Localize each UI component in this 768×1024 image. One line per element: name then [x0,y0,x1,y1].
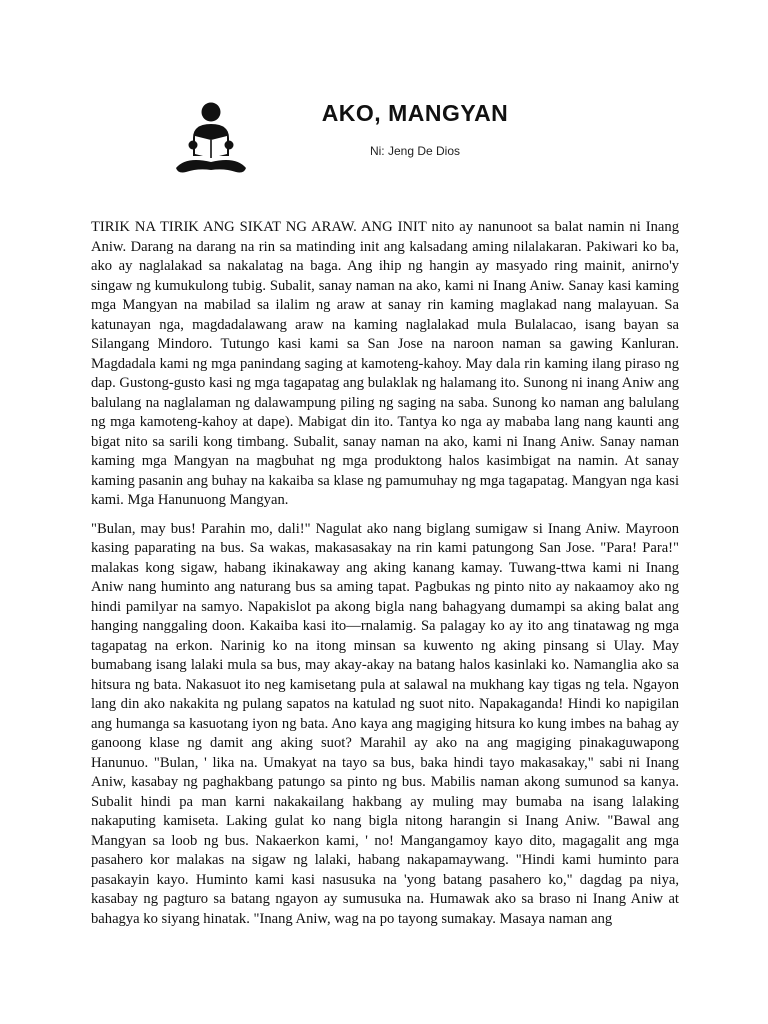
paragraph: "Bulan, may bus! Parahin mo, dali!" Nagulat ako nang biglang sumigaw si Inang Aniw. Mayroon kasing paparating na bus. Sa wakas, makasasakay na rin kami patungong San Jose. "Para! Para!" malakas kong sigaw, habang ikinakaway ang aking kanang kamay. Tuwang-ttwa kami ni Inang Aniw nang huminto ang naturang bus sa aming tapat. Pagbukas ng pinto nito ay nakaamoy ako ng hindi pamilyar na samyo. Napakislot pa akong bigla nang bahagyang dumampi sa aking balat ang hanging nanggaling doon. Kakaiba kasi ito—rnalamig. Sa palagay ko ay ito ang tinatawag ng mga tagapatag na erkon. Narinig ko na itong minsan sa kuwento ng aking pinsang si Ulay. May bumabang isang lalaki mula sa bus, may akay-akay na batang halos kasinlaki ko. Namanglia ako sa hitsura ng bata. Nakasuot ito neg kamisetang pula at salawal na mukhang kay tigas ng tela. Ngayon lang din ako nakakita ng pulang sapatos na katulad ng suot nito. Napakaganda! Hindi ko napigilan ang humanga sa kasuotang iyon ng bata. Ano kaya ang magiging hitsura ko kung imbes na bahag ay ganoong klase ng damit ang aking suot? Marahil ay ako na ang magiging pinakaguwapong Hanunuo. "Bulan, ' lika na. Umakyat na tayo sa bus, baka hindi tayo makasakay," sabi ni Inang Aniw, kasabay ng paghakbang patungo sa pinto ng bus. Mabilis naman akong sumunod sa kanya. Subalit hindi pa man karni nakakailang hakbang ay muling may bumaba na isang lalaking nakaputing kamiseta. Laking gulat ko nang bigla nitong harangin si Inang Aniw. "Bawal ang Mangyan sa loob ng bus. Nakaerkon kami, ' no! Mangangamoy kayo dito, magagalit ang mga pasahero kor malakas na sigaw ng lalaki, habang nakapamaywang. "Hindi kami huminto para pasakayin kayo. Huminto kami kasi nasusuka na 'yong batang pasahero ko," dagdag pa niya, kasabay ng pagturo sa batang ngayon ay sumusuka na. Humawak ako sa braso ni Inang Aniw at bahagya ko siyang hinatak. "Inang Aniw, wag na po tayong sumakay. Masaya naman ang [91,520,679,927]
document-title: AKO, MANGYAN [321,100,509,126]
reading-person-icon [172,100,250,178]
author-byline: Ni: Jeng De Dios [369,144,461,158]
story-body [91,218,679,938]
paragraph: TIRIK NA TIRIK ANG SIKAT NG ARAW. ANG INIT nito ay nanunoot sa balat namin ni Inang Aniw. Darang na darang na rin sa matinding init ang kalsadang aming nilalakaran. Pakiwari ko ba, ako ay naglalakad sa nakalatag na baga. Ang ihip ng hangin ay masyado ring mainit, anirno'y singaw ng kumukulong tubig. Subalit, sanay naman na ako, kami ni Inang Aniw. Sanay kasi kaming mga Mangyan na mabilad sa ilalim ng araw at sanay rin kaming maglakad nang malayuan. Sa katunayan nga, magdadalawang araw na kaming naglalakad mula Bulalacao, isang bayan sa Silangang Mindoro. Tutungo kasi kami sa San Jose na naroon naman sa gawing Kanluran. Magdadala kami ng mga panindang saging at kamoteng-kahoy. May dala rin kaming ilang piraso ng dap. Gustong-gusto kasi ng mga tagapatag ang bulaklak ng halamang ito. Sunong ni inang Aniw ang balulang na naglalaman ng dalawampung piling ng saging na saba. Sunong ko naman ang balulang ng mga kamoteng-kahoy at dape). Mabigat din ito. Tantya ko nga ay mababa lang nang kaunti ang bigat nito sa sarili kong timbang. Subalit, sanay naman na ako, kami ni Inang Aniw. Sanay naman kaming mga Mangyan na magbuhat ng mga produktong halos kasimbigat na namin. At sanay kaming pasanin ang buhay na kakaiba sa klase ng pamumuhay ng mga tagapatag. Mangyan nga kasi kami. Mga Hanunuong Mangyan. [91,219,679,508]
